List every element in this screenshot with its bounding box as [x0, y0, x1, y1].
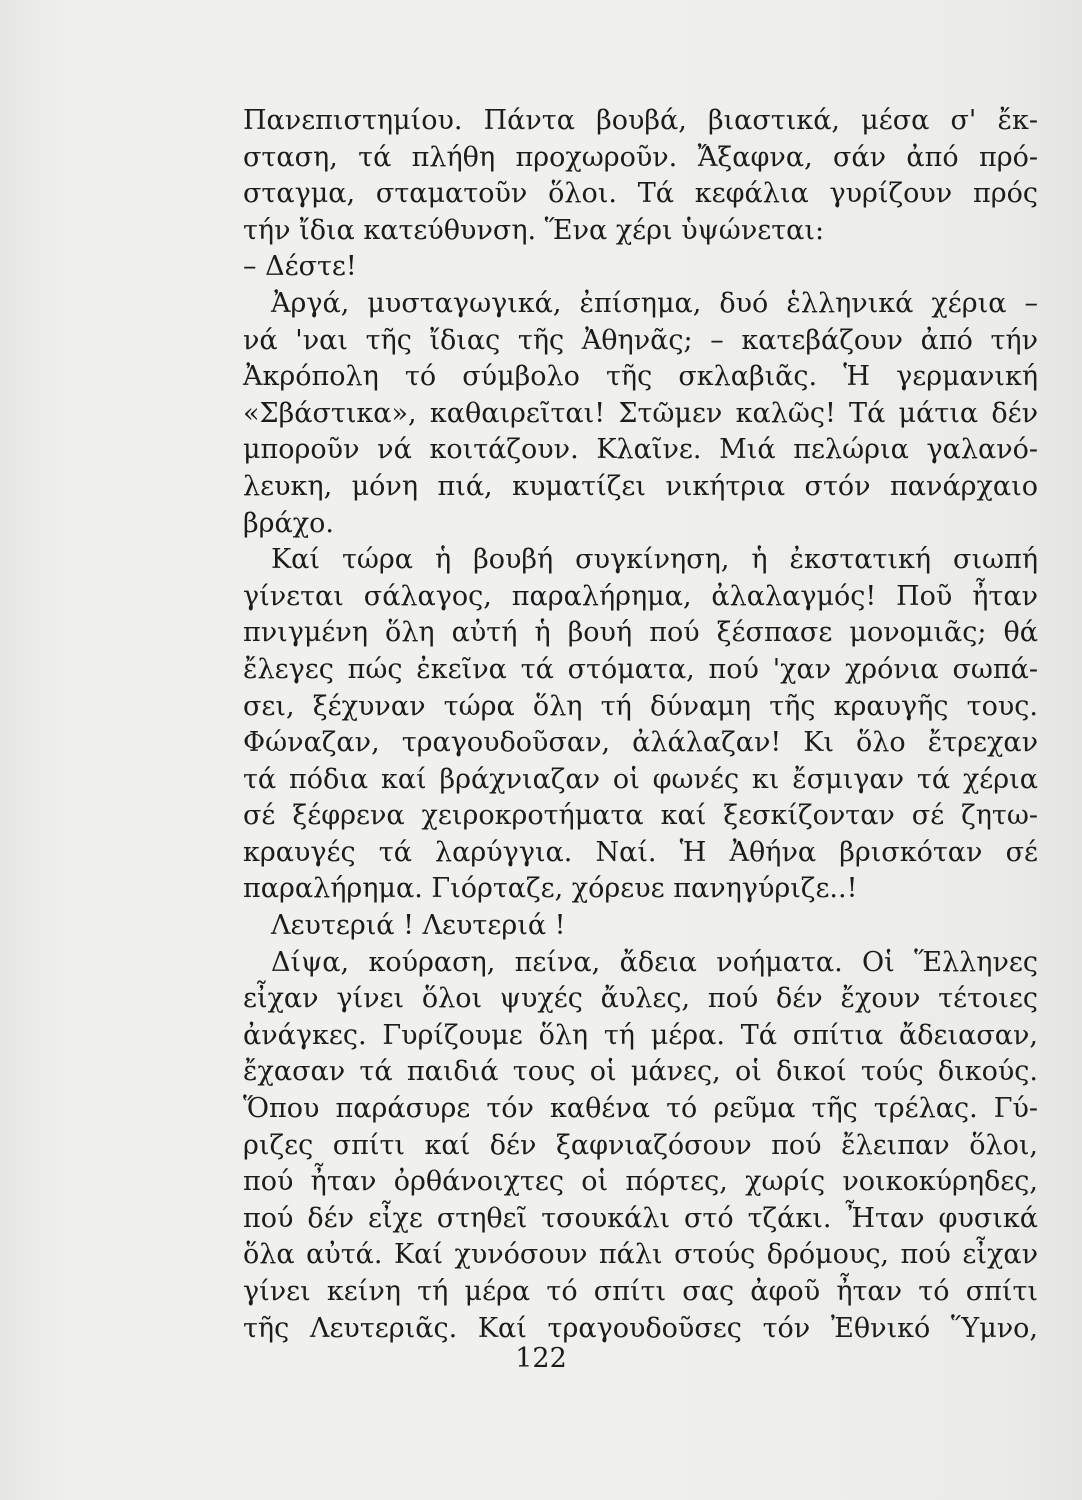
text-line: τῆς Λευτεριᾶς. Καί τραγουδοῦσες τόν Ἐθνικό Ὕμνο,	[243, 1312, 1038, 1344]
text-line: γίνεται σάλαγος, παραλήρημα, ἀλαλαγμός! Ποῦ ἦταν	[243, 580, 1038, 612]
text-line: ὅλα αὐτά. Καί χυνόσουν πάλι στούς δρόμους, πού εἶχαν	[243, 1239, 1038, 1271]
text-line: ριζες σπίτι καί δέν ξαφνιαζόσουν πού ἔλειπαν ὅλοι,	[243, 1129, 1038, 1161]
text-line: σταγμα, σταματοῦν ὅλοι. Τά κεφάλια γυρίζουν πρός	[243, 178, 1038, 210]
text-line: κραυγές τά λαρύγγια. Ναί. Ἡ Ἀθήνα βρισκόταν σέ	[243, 836, 1038, 868]
text-line: Πανεπιστημίου. Πάντα βουβά, βιαστικά, μέσα σ' ἔκ-	[243, 105, 1038, 136]
text-line: λευκη, μόνη πιά, κυματίζει νικήτρια στόν πανάρχαιο	[243, 470, 1038, 502]
text-line: βράχο.	[243, 507, 334, 539]
body-text	[243, 103, 1038, 1347]
text-line: Φώναζαν, τραγουδοῦσαν, ἀλάλαζαν! Κι ὅλο ἔτρεχαν	[243, 727, 1038, 759]
text-line: πού δέν εἶχε στηθεῖ τσουκάλι στό τζάκι. Ἦταν φυσικά	[243, 1202, 1038, 1234]
text-line: εἶχαν γίνει ὅλοι ψυχές ἄυλες, πού δέν ἔχουν τέτοιες	[243, 983, 1038, 1015]
text-line: γίνει κείνη τή μέρα τό σπίτι σας ἀφοῦ ἦταν τό σπίτι	[243, 1276, 1038, 1307]
text-line: πού ἦταν ὀρθάνοιχτες οἱ πόρτες, χωρίς νοικοκύρηδες,	[243, 1166, 1038, 1198]
text-line: σέ ξέφρενα χειροκροτήματα καί ξεσκίζονταν σέ ζητω-	[243, 800, 1038, 832]
text-line: «Σβάστικα», καθαιρεῖται! Στῶμεν καλῶς! Τά μάτια δέν	[243, 397, 1038, 429]
text-line: ἔλεγες πώς ἐκεῖνα τά στόματα, πού 'χαν χρόνια σωπά-	[243, 653, 1038, 685]
text-line: παραλήρημα. Γιόρταζε, χόρευε πανηγύριζε..!	[243, 873, 858, 905]
text-line: νά 'ναι τῆς ἴδιας τῆς Ἀθηνᾶς; – κατεβάζουν ἀπό τήν	[243, 324, 1038, 356]
text-line: μποροῦν νά κοιτάζουν. Κλαῖνε. Μιά πελώρια γαλανό-	[243, 434, 1038, 466]
text-line: Ὅπου παράσυρε τόν καθένα τό ρεῦμα τῆς τρέλας. Γύ-	[243, 1093, 1038, 1125]
text-line: ἔχασαν τά παιδιά τους οἱ μάνες, οἱ δικοί τούς δικούς.	[243, 1056, 1038, 1088]
text-line: Καί τώρα ἡ βουβή συγκίνηση, ἡ ἐκστατική σιωπή	[271, 544, 1038, 576]
text-line: Ἀκρόπολη τό σύμβολο τῆς σκλαβιᾶς. Ἡ γερμανική	[243, 361, 1038, 393]
text-line: πνιγμένη ὅλη αὐτή ἡ βουή πού ξέσπασε μονομιᾶς; θά	[243, 617, 1038, 649]
text-line: Ἀργά, μυσταγωγικά, ἐπίσημα, δυό ἑλληνικά χέρια –	[271, 287, 1038, 319]
text-line: – Δέστε!	[243, 251, 357, 283]
text-line: τά πόδια καί βράχνιαζαν οἱ φωνές κι ἔσμιγαν τά χέρια	[243, 763, 1038, 795]
text-line: ἀνάγκες. Γυρίζουμε ὅλη τή μέρα. Τά σπίτια ἄδειασαν,	[243, 1019, 1038, 1051]
page-number: 122	[515, 1343, 567, 1374]
text-line: τήν ἴδια κατεύθυνση. Ἕνα χέρι ὑψώνεται:	[243, 214, 825, 246]
text-line: Λευτεριά ! Λευτεριά !	[271, 910, 566, 942]
text-line: Δίψα, κούραση, πείνα, ἄδεια νοήματα. Οἱ Ἕλληνες	[271, 946, 1038, 978]
text-line: σταση, τά πλήθη προχωροῦν. Ἄξαφνα, σάν ἀπό πρό-	[243, 141, 1038, 173]
text-line: σει, ξέχυναν τώρα ὅλη τή δύναμη τῆς κραυγῆς τους.	[243, 690, 1038, 722]
